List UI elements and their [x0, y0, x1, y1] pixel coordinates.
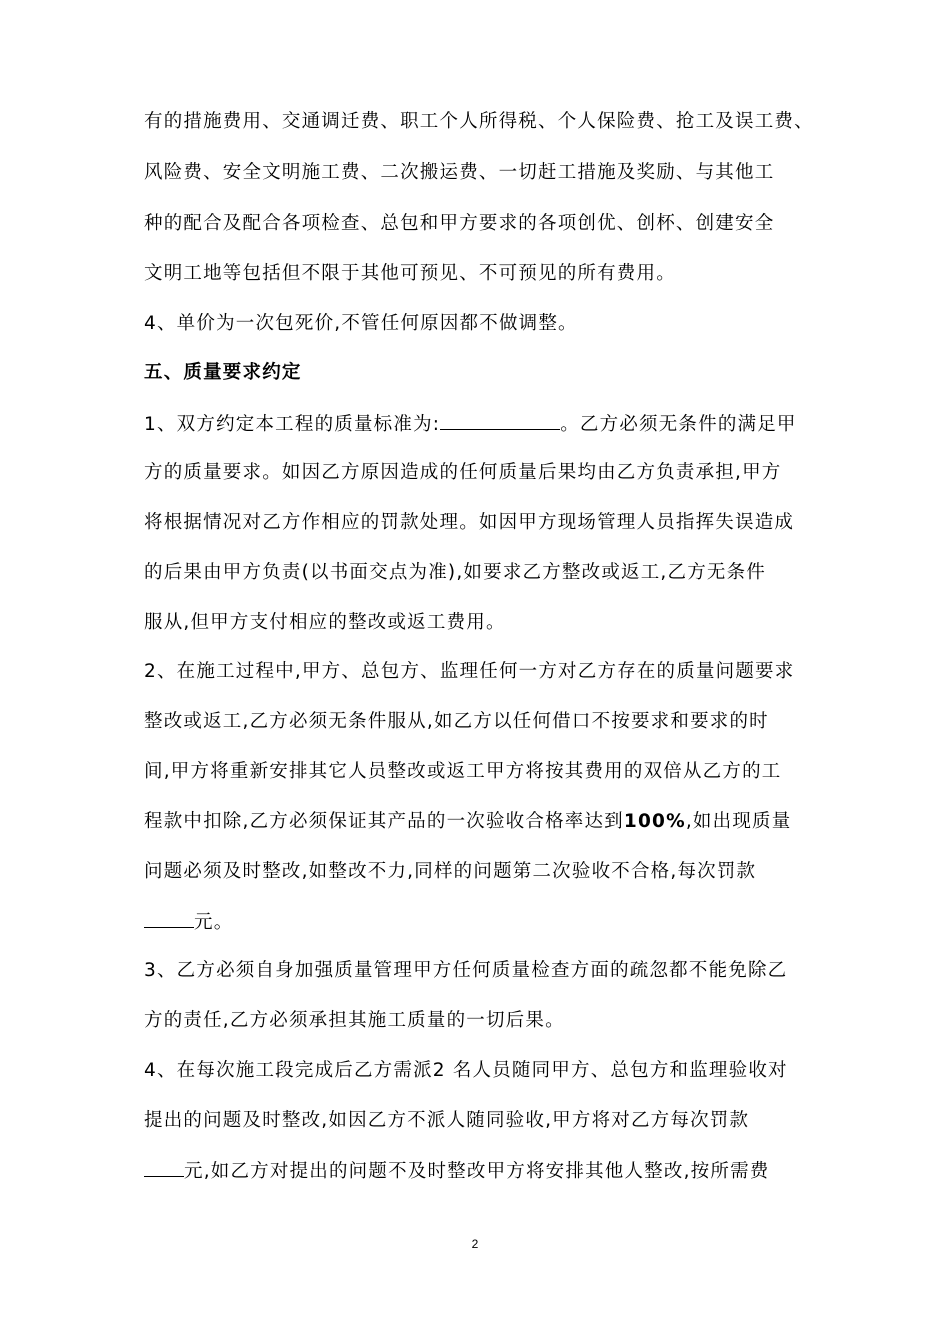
paragraph-line [144, 1158, 769, 1184]
line-text: 程款中扣除,乙方必须保证其产品的一次验收合格率达到 [144, 811, 624, 832]
paragraph-line: 风险费、安全文明施工费、二次搬运费、一切赶工措施及奖励、与其他工 [144, 162, 775, 183]
paragraph-line [144, 810, 791, 834]
paragraph-line: 文明工地等包括但不限于其他可预见、不可预见的所有费用。 [144, 263, 676, 284]
pass-rate-value: 100% [623, 811, 686, 832]
paragraph-line: 整改或返工,乙方必须无条件服从,如乙方以任何借口不按要求和要求的时 [144, 711, 769, 732]
paragraph-line [144, 909, 233, 935]
paragraph-line: 有的措施费用、交通调迁费、职工个人所得税、个人保险费、抢工及误工费、 [144, 111, 814, 132]
paragraph-line [144, 411, 797, 437]
paragraph-line: 3、乙方必须自身加强质量管理甲方任何质量检查方面的疏忽都不能免除乙 [144, 960, 788, 981]
paragraph-line: 种的配合及配合各项检查、总包和甲方要求的各项创优、创杯、创建安全 [144, 213, 775, 234]
line-text: 元,如乙方对提出的问题不及时整改甲方将安排其他人整改,按所需费 [184, 1161, 770, 1182]
line-text: 1、双方约定本工程的质量标准为: [144, 414, 441, 435]
line-text: 元。 [194, 912, 234, 933]
paragraph-line: 将根据情况对乙方作相应的罚款处理。如因甲方现场管理人员指挥失误造成 [144, 512, 795, 533]
paragraph-line: 方的质量要求。如因乙方原因造成的任何质量后果均由乙方负责承担,甲方 [144, 462, 782, 483]
paragraph-line: 问题必须及时整改,如整改不力,同样的问题第二次验收不合格,每次罚款 [144, 861, 757, 882]
line-text: 。乙方必须无条件的满足甲 [560, 414, 797, 435]
page-number: 2 [471, 1237, 479, 1251]
fill-in-blank [144, 1158, 184, 1177]
paragraph-line: 服从,但甲方支付相应的整改或返工费用。 [144, 612, 506, 633]
paragraph-line: 的后果由甲方负责(以书面交点为准),如要求乙方整改或返工,乙方无条件 [144, 562, 766, 583]
paragraph-line: 方的责任,乙方必须承担其施工质量的一切后果。 [144, 1010, 565, 1031]
fill-in-blank [144, 909, 194, 928]
paragraph-line: 间,甲方将重新安排其它人员整改或返工甲方将按其费用的双倍从乙方的工 [144, 761, 782, 782]
section-heading: 五、质量要求约定 [144, 362, 302, 383]
fill-in-blank [440, 411, 560, 430]
paragraph-line: 2、在施工过程中,甲方、总包方、监理任何一方对乙方存在的质量问题要求 [144, 661, 795, 682]
paragraph-line: 4、在每次施工段完成后乙方需派2 名人员随同甲方、总包方和监理验收对 [144, 1060, 788, 1081]
paragraph-line: 提出的问题及时整改,如因乙方不派人随同验收,甲方将对乙方每次罚款 [144, 1110, 750, 1131]
paragraph-line: 4、单价为一次包死价,不管任何原因都不做调整。 [144, 313, 578, 334]
line-text: ,如出现质量 [685, 811, 792, 832]
